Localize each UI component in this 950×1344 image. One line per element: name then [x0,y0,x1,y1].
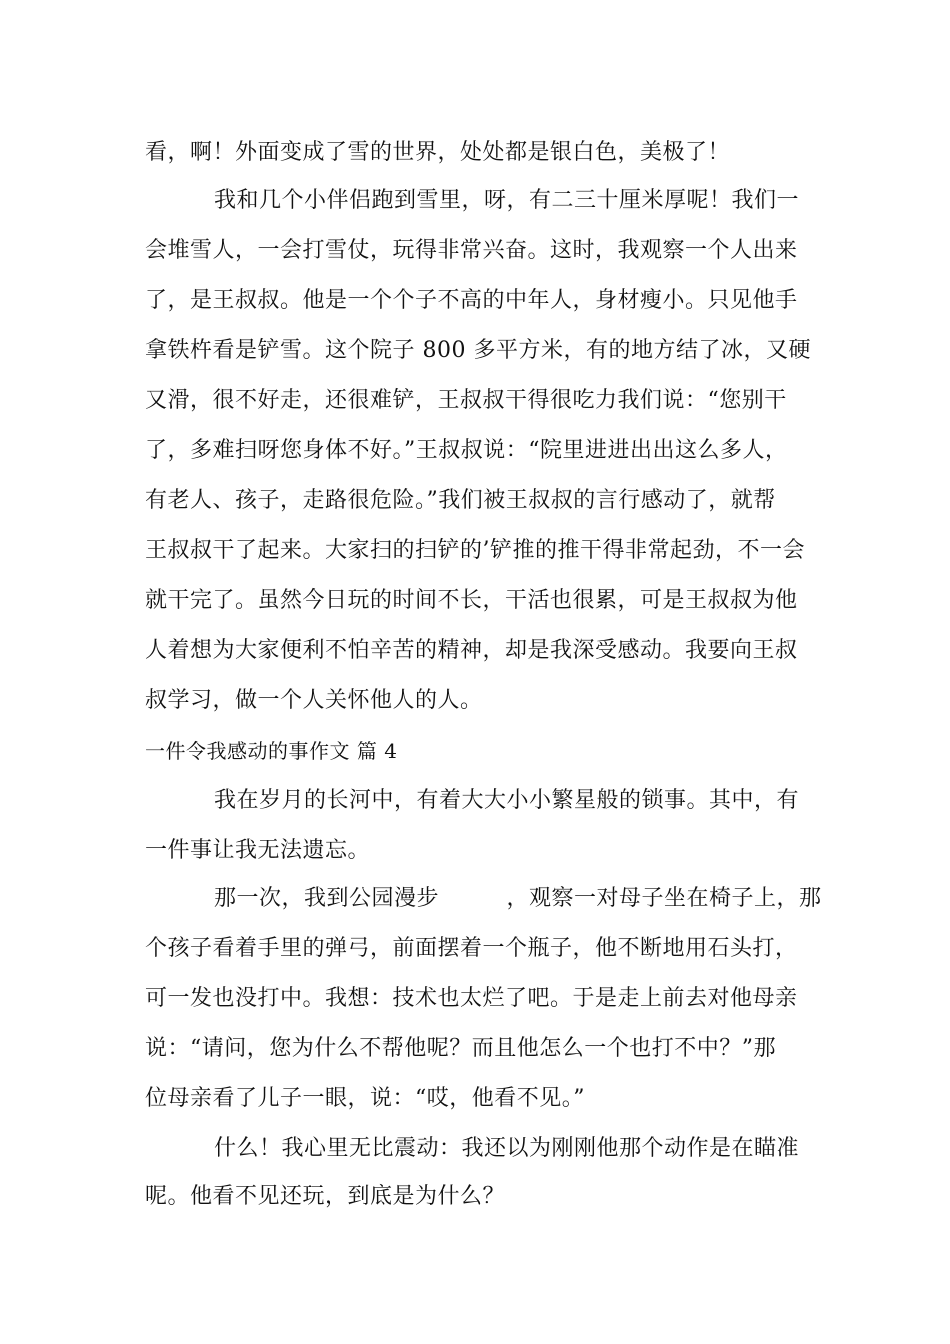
paragraph-2-line-11: 叔学习，做一个人关怀他人的人。 [145,688,483,713]
paragraph-2-line-7: 有老人、孩子，走路很危险。”我们被王叔叔的言行感动了，就帮 [145,488,776,513]
paragraph-2-line-5: 又滑，很不好走，还很难铲，王叔叔干得很吃力我们说：“您别干 [145,388,787,413]
paragraph-4-line-5: 位母亲看了儿子一眼，说：“哎，他看不见。” [145,1086,585,1111]
paragraph-4-line-1: 那一次，我到公园漫步 ，观察一对母子坐在椅子上，那 [214,886,822,911]
paragraph-1-line-1: 看，啊！外面变成了雪的世界，处处都是银白色，美极了！ [145,140,731,165]
paragraph-2-line-10: 人着想为大家便利不怕辛苦的精神，却是我深受感动。我要向王叔 [145,638,798,663]
paragraph-2-line-1: 我和几个小伴侣跑到雪里，呀，有二三十厘米厚呢！我们一 [214,188,800,213]
paragraph-4-line-3: 可一发也没打中。我想：技术也太烂了吧。于是走上前去对他母亲 [145,986,798,1011]
paragraph-5-line-2: 呢。他看不见还玩，到底是为什么？ [145,1184,506,1209]
paragraph-4-line-4: 说：“请问，您为什么不帮他呢？而且他怎么一个也打不中？”那 [145,1036,776,1061]
paragraph-2-line-9: 就干完了。虽然今日玩的时间不长，干活也很累，可是王叔叔为他 [145,588,798,613]
paragraph-3-line-2: 一件事让我无法遗忘。 [145,838,371,863]
paragraph-2-line-4: 拿铁杵看是铲雪。这个院子 800 多平方米，有的地方结了冰，又硬 [145,338,811,363]
paragraph-5-line-1: 什么！我心里无比震动：我还以为刚刚他那个动作是在瞄准 [214,1136,800,1161]
paragraph-2-line-2: 会堆雪人，一会打雪仗，玩得非常兴奋。这时，我观察一个人出来 [145,238,798,263]
paragraph-4-line-2: 个孩子看着手里的弹弓，前面摆着一个瓶子，他不断地用石头打， [145,936,798,961]
paragraph-3-line-1: 我在岁月的长河中，有着大大小小繁星般的锁事。其中，有 [214,788,800,813]
paragraph-2-line-3: 了，是王叔叔。他是一个个子不高的中年人，身材瘦小。只见他手 [145,288,798,313]
section-heading: 一件令我感动的事作文 篇 4 [145,739,398,763]
paragraph-2-line-6: 了，多难扫呀您身体不好。”王叔叔说：“院里进进出出这么多人， [145,438,788,463]
paragraph-2-line-8: 王叔叔干了起来。大家扫的扫铲的’铲推的推干得非常起劲，不一会 [145,538,805,563]
